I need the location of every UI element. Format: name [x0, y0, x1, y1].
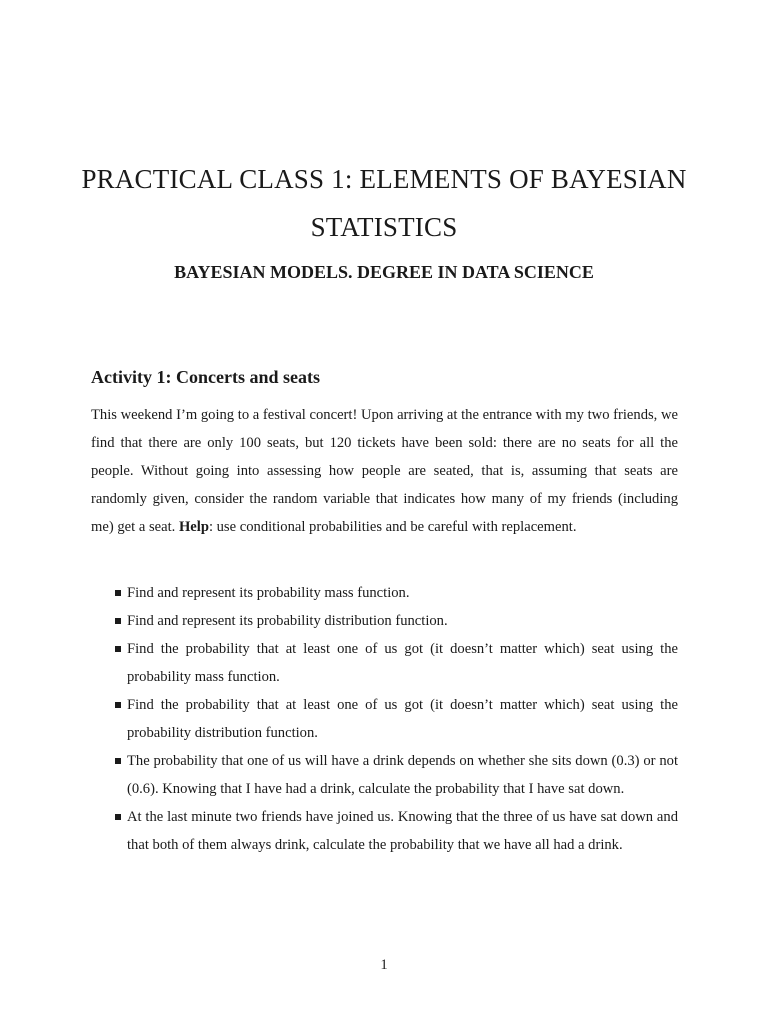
list-item: [91, 747, 678, 803]
list-item: [91, 579, 678, 607]
page-title: PRACTICAL CLASS 1: ELEMENTS OF BAYESIAN STATISTICS: [81, 164, 687, 242]
help-label: Help: [178, 519, 209, 535]
square-bullet-icon: [115, 590, 121, 596]
activity-intro-text: This weekend I’m going to a festival concert! Upon arriving at the entrance with my two friends, we find that there are only 100 seats, but 120 tickets have been sold: there are no seats for all the people. Without going into assessing how people are seated, that is, assuming that seats are randomly given, consider the random variable that indicates how many of my friends (including me) get a seat.: [91, 407, 678, 535]
square-bullet-icon: [115, 618, 121, 624]
task-text: Find and represent its probability mass function.: [127, 585, 410, 601]
list-item: [91, 635, 678, 691]
page-number: 1: [380, 957, 388, 973]
list-item: [91, 607, 678, 635]
task-list: [91, 579, 678, 859]
task-text: Find the probability that at least one of us got (it doesn’t matter which) seat using the probability distribution function.: [127, 697, 678, 741]
task-text: Find the probability that at least one of us got (it doesn’t matter which) seat using the probability mass function.: [127, 641, 678, 685]
activity-intro-paragraph: [91, 401, 678, 541]
page-subtitle: BAYESIAN MODELS. DEGREE IN DATA SCIENCE: [174, 262, 594, 282]
activity-heading: Activity 1: Concerts and seats: [91, 367, 320, 387]
list-item: [91, 691, 678, 747]
list-item: [91, 803, 678, 859]
task-text: At the last minute two friends have joined us. Knowing that the three of us have sat down and that both of them always drink, calculate the probability that we have all had a drink.: [127, 809, 678, 853]
square-bullet-icon: [115, 814, 121, 820]
square-bullet-icon: [115, 646, 121, 652]
task-text: Find and represent its probability distribution function.: [127, 613, 448, 629]
help-text: : use conditional probabilities and be careful with replacement.: [208, 519, 577, 535]
square-bullet-icon: [115, 702, 121, 708]
task-text: The probability that one of us will have a drink depends on whether she sits down (0.3) or not (0.6). Knowing that I have had a drink, calculate the probability that I have sat down.: [127, 753, 678, 797]
square-bullet-icon: [115, 758, 121, 764]
